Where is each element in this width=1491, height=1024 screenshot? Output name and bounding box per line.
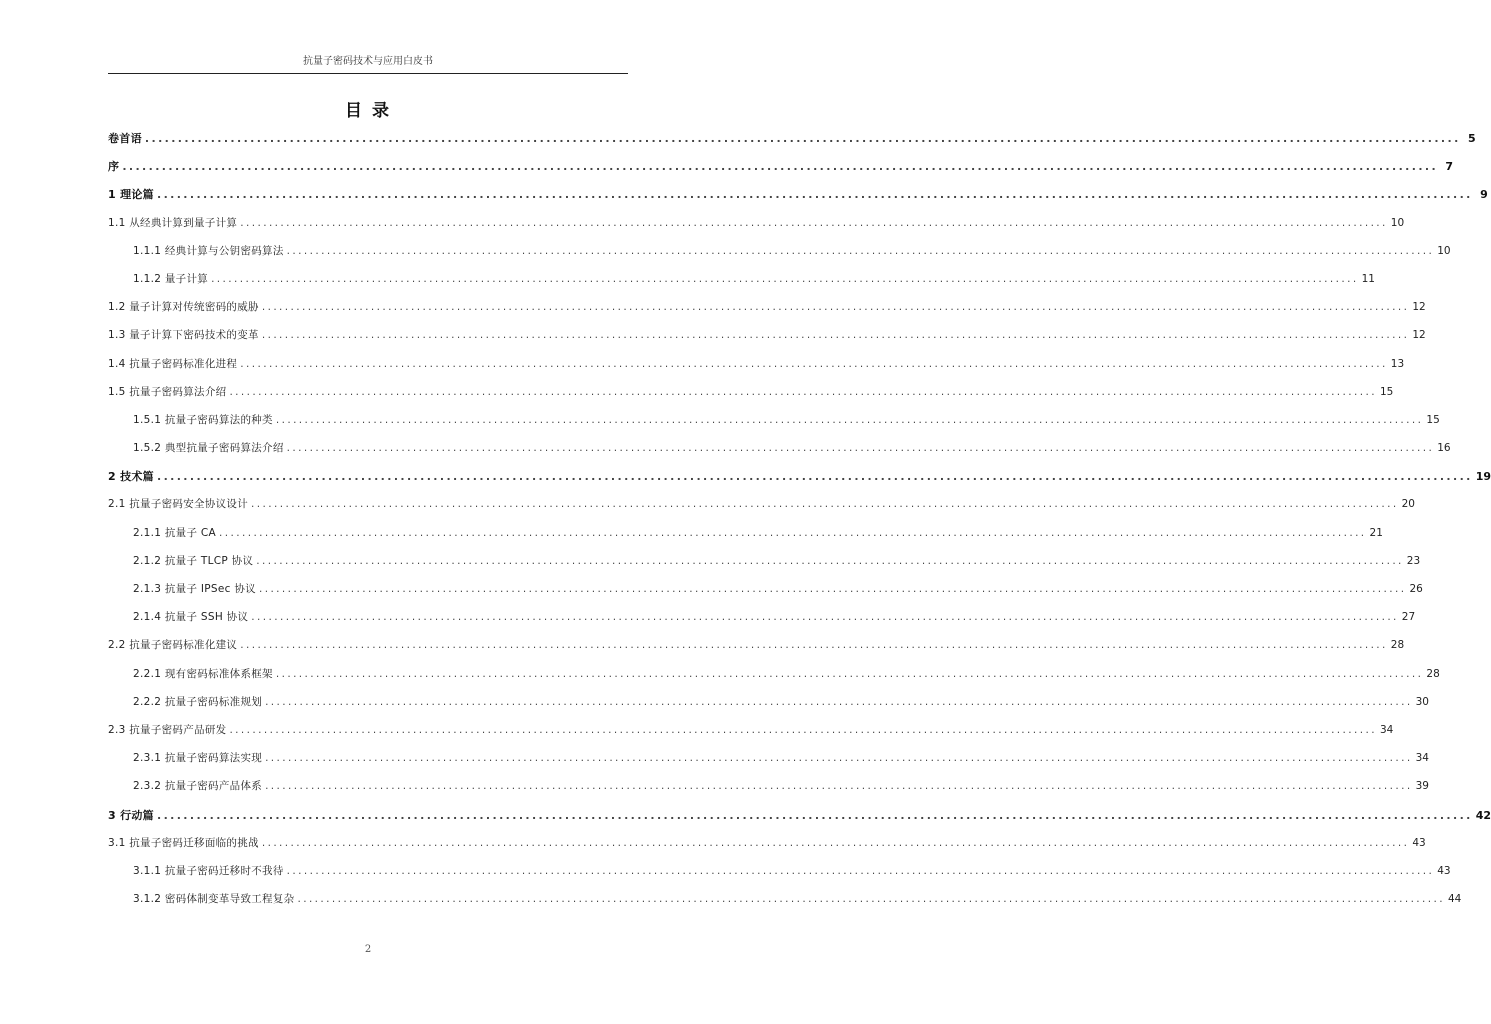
toc-entry-label: 1.2 量子计算对传统密码的威胁 [108, 301, 259, 314]
toc-entry-label: 3 行动篇 [108, 808, 154, 822]
dot-leader: ........................................................................................................................................................................................................ [251, 611, 1399, 624]
toc-entry[interactable] [108, 215, 1405, 243]
toc-entry-page: 10 [1437, 244, 1451, 257]
toc-entry[interactable] [108, 468, 1491, 496]
toc-entry[interactable] [108, 807, 1491, 835]
dot-leader: ........................................................................................................................................................................................................ [265, 695, 1413, 708]
toc-entry-label: 2.2 抗量子密码标准化建议 [108, 639, 238, 652]
toc-entry-label: 2.3 抗量子密码产品研发 [108, 723, 227, 736]
dot-leader: ........................................................................................................................................................................................................ [261, 301, 1410, 314]
toc-entry-label: 2.1.1 抗量子 CA [133, 526, 217, 539]
dot-leader: ........................................................................................................................................................................................................ [156, 808, 1473, 822]
toc-entry-label: 1.1.2 量子计算 [133, 272, 209, 285]
dot-leader: ........................................................................................................................................................................................................ [286, 442, 1435, 455]
toc-entry-page: 19 [1475, 470, 1491, 484]
toc-entry-label: 2.1.3 抗量子 IPSec 协议 [133, 583, 256, 595]
dot-leader: ........................................................................................................................................................................................................ [229, 723, 1377, 736]
toc-entry[interactable] [108, 637, 1405, 665]
toc-entry[interactable] [108, 158, 1454, 186]
toc-entry-page: 28 [1426, 667, 1440, 680]
toc-entry-label: 3.1.2 密码体制变革导致工程复杂 [133, 893, 295, 906]
dot-leader: ........................................................................................................................................................................................................ [256, 554, 1404, 567]
running-header: 抗量子密码技术与应用白皮书 [303, 56, 433, 67]
table-of-contents [108, 130, 1491, 919]
dot-leader: ........................................................................................................................................................................................................ [240, 357, 1388, 370]
toc-entry-page: 9 [1480, 188, 1488, 202]
toc-entry[interactable] [108, 412, 1440, 440]
toc-entry-page: 20 [1401, 498, 1415, 511]
toc-entry[interactable] [108, 384, 1394, 412]
toc-entry-page: 27 [1401, 611, 1416, 624]
toc-entry-page: 39 [1415, 780, 1429, 793]
toc-entry[interactable] [108, 694, 1429, 722]
toc-entry-label: 2.2.1 现有密码标准体系框架 [133, 667, 273, 680]
dot-leader: ........................................................................................................................................................................................................ [251, 498, 1399, 511]
toc-entry-page: 16 [1437, 442, 1451, 455]
toc-entry-label: 1 理论篇 [108, 188, 154, 202]
toc-entry-label: 卷首语 [108, 132, 142, 145]
dot-leader: ........................................................................................................................................................................................................ [144, 132, 1461, 145]
toc-entry-page: 15 [1379, 385, 1394, 398]
toc-entry[interactable] [108, 496, 1415, 524]
toc-entry[interactable] [108, 553, 1421, 581]
dot-leader: ........................................................................................................................................................................................................ [156, 188, 1473, 202]
toc-entry[interactable] [108, 525, 1383, 553]
toc-entry-label: 3.1 抗量子密码迁移面临的挑战 [108, 836, 259, 849]
toc-entry-page: 21 [1369, 526, 1383, 539]
toc-entry-label: 1.5.2 典型抗量子密码算法介绍 [133, 442, 284, 455]
toc-entry-label: 1.5.1 抗量子密码算法的种类 [133, 413, 273, 426]
toc-entry[interactable] [108, 271, 1375, 299]
dot-leader: ........................................................................................................................................................................................................ [265, 780, 1413, 793]
toc-entry-page: 42 [1475, 808, 1491, 822]
toc-title: 目 录 [345, 101, 391, 121]
toc-entry[interactable] [108, 440, 1451, 468]
toc-entry-page: 43 [1437, 864, 1451, 877]
dot-leader: ........................................................................................................................................................................................................ [275, 667, 1424, 680]
toc-entry-label: 2 技术篇 [108, 470, 154, 484]
toc-entry[interactable] [108, 891, 1462, 919]
toc-entry-label: 序 [108, 160, 120, 174]
toc-entry-page: 12 [1412, 301, 1426, 314]
dot-leader: ........................................................................................................................................................................................................ [219, 526, 1367, 539]
toc-entry-page: 15 [1426, 413, 1440, 426]
toc-entry[interactable] [108, 186, 1488, 214]
toc-entry-label: 2.3.1 抗量子密码算法实现 [133, 752, 263, 765]
toc-entry[interactable] [108, 722, 1394, 750]
toc-entry-label: 2.1 抗量子密码安全协议设计 [108, 498, 249, 511]
toc-entry[interactable] [108, 299, 1426, 327]
toc-entry-label: 1.3 量子计算下密码技术的变革 [108, 329, 259, 342]
dot-leader: ........................................................................................................................................................................................................ [286, 244, 1435, 257]
dot-leader: ........................................................................................................................................................................................................ [122, 160, 1439, 174]
toc-entry-label: 1.1.1 经典计算与公钥密码算法 [133, 244, 284, 257]
toc-entry-label: 2.1.2 抗量子 TLCP 协议 [133, 554, 254, 567]
toc-entry-page: 10 [1390, 216, 1405, 229]
dot-leader: ........................................................................................................................................................................................................ [261, 329, 1410, 342]
toc-entry-label: 1.4 抗量子密码标准化进程 [108, 357, 238, 370]
toc-entry[interactable] [108, 609, 1416, 637]
dot-leader: ........................................................................................................................................................................................................ [265, 752, 1413, 765]
toc-entry[interactable] [108, 327, 1426, 355]
toc-entry-label: 2.2.2 抗量子密码标准规划 [133, 695, 263, 708]
toc-entry-page: 30 [1415, 695, 1429, 708]
toc-entry-label: 3.1.1 抗量子密码迁移时不我待 [133, 864, 284, 877]
toc-entry-label: 1.1 从经典计算到量子计算 [108, 216, 238, 229]
dot-leader: ........................................................................................................................................................................................................ [211, 272, 1359, 285]
toc-entry-page: 7 [1445, 160, 1454, 174]
dot-leader: ........................................................................................................................................................................................................ [229, 385, 1377, 398]
toc-entry[interactable] [108, 666, 1440, 694]
toc-entry[interactable] [108, 581, 1423, 609]
page-number: 2 [364, 944, 372, 955]
dot-leader: ........................................................................................................................................................................................................ [258, 583, 1407, 595]
toc-entry[interactable] [108, 243, 1451, 271]
toc-entry-label: 2.3.2 抗量子密码产品体系 [133, 780, 263, 793]
toc-entry-page: 5 [1468, 132, 1476, 145]
toc-entry[interactable] [108, 863, 1451, 891]
toc-entry-label: 2.1.4 抗量子 SSH 协议 [133, 611, 249, 624]
dot-leader: ........................................................................................................................................................................................................ [240, 216, 1388, 229]
dot-leader: ........................................................................................................................................................................................................ [156, 470, 1473, 484]
toc-entry[interactable] [108, 130, 1476, 158]
dot-leader: ........................................................................................................................................................................................................ [286, 864, 1435, 877]
toc-entry-page: 23 [1406, 554, 1421, 567]
toc-entry-page: 34 [1415, 752, 1429, 765]
toc-entry-page: 44 [1448, 893, 1462, 906]
toc-entry-page: 43 [1412, 836, 1426, 849]
dot-leader: ........................................................................................................................................................................................................ [261, 836, 1410, 849]
toc-entry-page: 34 [1379, 723, 1394, 736]
dot-leader: ........................................................................................................................................................................................................ [297, 893, 1445, 906]
dot-leader: ........................................................................................................................................................................................................ [240, 639, 1388, 652]
toc-entry[interactable] [108, 356, 1405, 384]
toc-entry-page: 13 [1390, 357, 1405, 370]
toc-entry-label: 1.5 抗量子密码算法介绍 [108, 385, 227, 398]
toc-entry-page: 28 [1390, 639, 1405, 652]
toc-entry[interactable] [108, 778, 1429, 806]
toc-entry[interactable] [108, 835, 1426, 863]
toc-entry-page: 26 [1409, 583, 1423, 595]
toc-entry[interactable] [108, 750, 1429, 778]
header-rule [108, 73, 628, 74]
toc-entry-page: 12 [1412, 329, 1426, 342]
toc-entry-page: 11 [1361, 272, 1375, 285]
dot-leader: ........................................................................................................................................................................................................ [275, 413, 1424, 426]
